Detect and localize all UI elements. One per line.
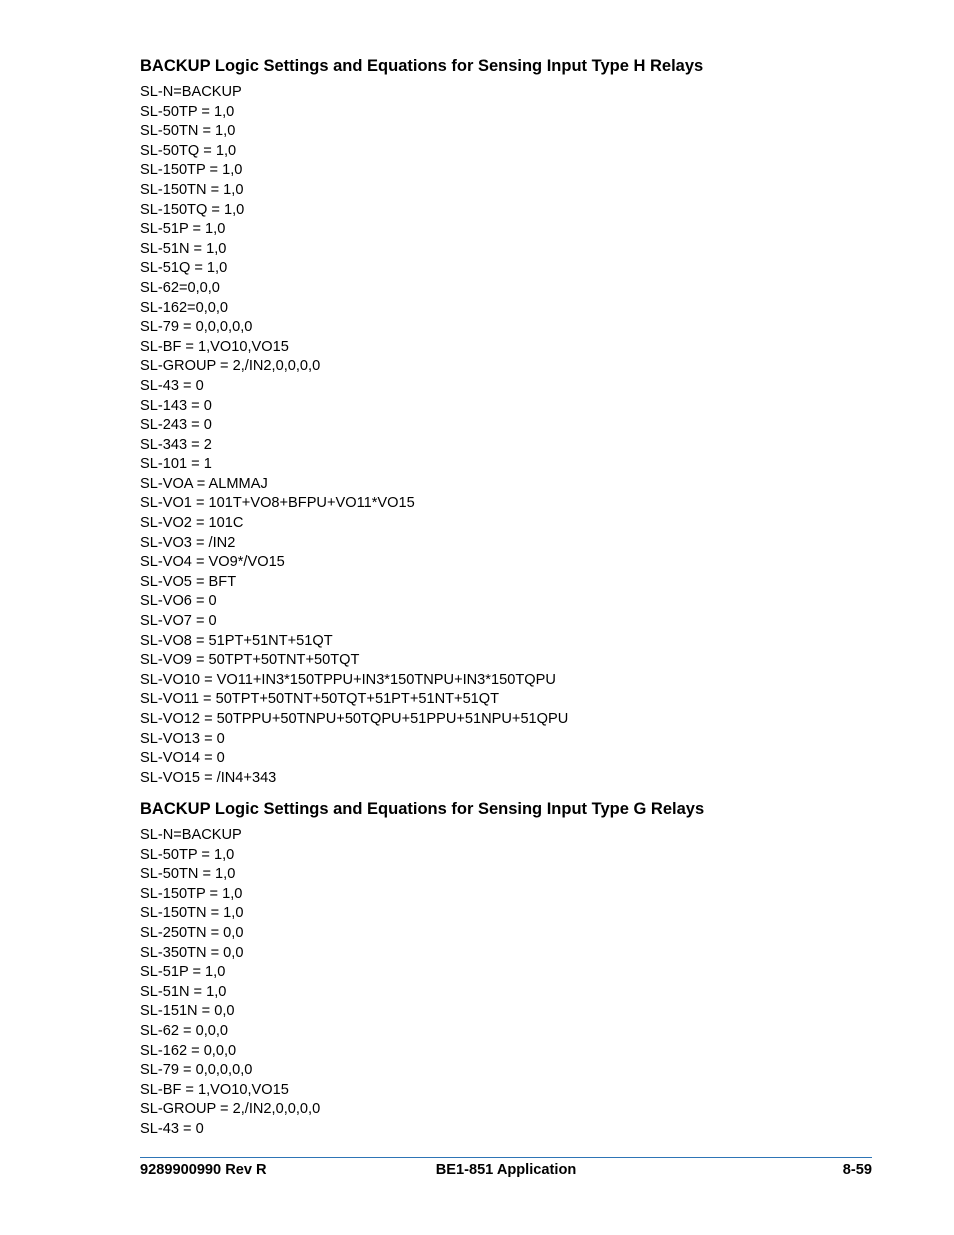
setting-line: SL-VO4 = VO9*/VO15 bbox=[140, 554, 285, 571]
setting-line: SL-250TN = 0,0 bbox=[140, 924, 244, 941]
settings-list bbox=[140, 83, 872, 788]
setting-line: SL-BF = 1,VO10,VO15 bbox=[140, 1081, 289, 1098]
setting-line: SL-51P = 1,0 bbox=[140, 221, 226, 238]
setting-line: SL-343 = 2 bbox=[140, 436, 212, 453]
doc-number: 9289900990 Rev R bbox=[140, 1162, 267, 1178]
setting-line: SL-N=BACKUP bbox=[140, 84, 242, 100]
setting-line: SL-51P = 1,0 bbox=[140, 964, 226, 981]
setting-line: SL-51N = 1,0 bbox=[140, 983, 227, 1000]
section-heading: BACKUP Logic Settings and Equations for Sensing Input Type H Relays bbox=[140, 57, 704, 75]
setting-line: SL-VO8 = 51PT+51NT+51QT bbox=[140, 632, 333, 649]
setting-line: SL-VO6 = 0 bbox=[140, 593, 217, 610]
setting-line: SL-50TN = 1,0 bbox=[140, 123, 236, 140]
document-page bbox=[140, 55, 872, 1137]
setting-line: SL-VO5 = BFT bbox=[140, 573, 237, 590]
setting-line: SL-162 = 0,0,0 bbox=[140, 1042, 237, 1059]
setting-line: SL-150TN = 1,0 bbox=[140, 905, 244, 922]
setting-line: SL-79 = 0,0,0,0,0 bbox=[140, 1062, 253, 1079]
setting-line: SL-VO14 = 0 bbox=[140, 750, 225, 767]
setting-line: SL-VO9 = 50TPT+50TNT+50TQT bbox=[140, 652, 360, 669]
section-type-h bbox=[140, 55, 872, 788]
setting-line: SL-162=0,0,0 bbox=[140, 299, 229, 316]
setting-line: SL-62=0,0,0 bbox=[140, 279, 220, 296]
setting-line: SL-VO12 = 50TPPU+50TNPU+50TQPU+51PPU+51NPU+51QPU bbox=[140, 711, 569, 727]
setting-line: SL-79 = 0,0,0,0,0 bbox=[140, 319, 253, 336]
setting-line: SL-150TP = 1,0 bbox=[140, 162, 243, 179]
setting-line: SL-VO11 = 50TPT+50TNT+50TQT+51PT+51NT+51QT bbox=[140, 691, 500, 708]
setting-line: SL-GROUP = 2,/IN2,0,0,0,0 bbox=[140, 1101, 321, 1118]
page-footer bbox=[140, 1157, 872, 1178]
setting-line: SL-43 = 0 bbox=[140, 1120, 204, 1137]
setting-line: SL-50TQ = 1,0 bbox=[140, 142, 237, 159]
setting-line: SL-VOA = ALMMAJ bbox=[140, 475, 268, 492]
setting-line: SL-50TN = 1,0 bbox=[140, 866, 236, 883]
setting-line: SL-150TP = 1,0 bbox=[140, 885, 243, 902]
setting-line: SL-VO7 = 0 bbox=[140, 613, 217, 630]
setting-line: SL-43 = 0 bbox=[140, 377, 204, 394]
page-number: 8-59 bbox=[842, 1162, 872, 1178]
setting-line: SL-151N = 0,0 bbox=[140, 1003, 235, 1020]
section-type-g bbox=[140, 798, 872, 1140]
settings-list bbox=[140, 826, 872, 1140]
setting-line: SL-VO15 = /IN4+343 bbox=[140, 769, 277, 786]
setting-line: SL-N=BACKUP bbox=[140, 827, 242, 843]
setting-line: SL-243 = 0 bbox=[140, 417, 212, 434]
setting-line: SL-143 = 0 bbox=[140, 397, 212, 414]
setting-line: SL-62 = 0,0,0 bbox=[140, 1022, 229, 1039]
setting-line: SL-150TQ = 1,0 bbox=[140, 201, 245, 218]
setting-line: SL-51Q = 1,0 bbox=[140, 260, 228, 277]
setting-line: SL-50TP = 1,0 bbox=[140, 846, 235, 863]
setting-line: SL-VO3 = /IN2 bbox=[140, 534, 236, 551]
doc-title: BE1-851 Application bbox=[435, 1162, 577, 1178]
section-heading: BACKUP Logic Settings and Equations for Sensing Input Type G Relays bbox=[140, 800, 705, 818]
setting-line: SL-101 = 1 bbox=[140, 456, 212, 473]
setting-line: SL-50TP = 1,0 bbox=[140, 103, 235, 120]
setting-line: SL-BF = 1,VO10,VO15 bbox=[140, 338, 289, 355]
setting-line: SL-VO13 = 0 bbox=[140, 730, 225, 747]
setting-line: SL-51N = 1,0 bbox=[140, 240, 227, 257]
setting-line: SL-VO1 = 101T+VO8+BFPU+VO11*VO15 bbox=[140, 495, 415, 512]
setting-line: SL-GROUP = 2,/IN2,0,0,0,0 bbox=[140, 358, 321, 375]
setting-line: SL-350TN = 0,0 bbox=[140, 944, 244, 961]
setting-line: SL-150TN = 1,0 bbox=[140, 181, 244, 198]
setting-line: SL-VO10 = VO11+IN3*150TPPU+IN3*150TNPU+IN3*150TQPU bbox=[140, 671, 556, 688]
setting-line: SL-VO2 = 101C bbox=[140, 515, 244, 532]
